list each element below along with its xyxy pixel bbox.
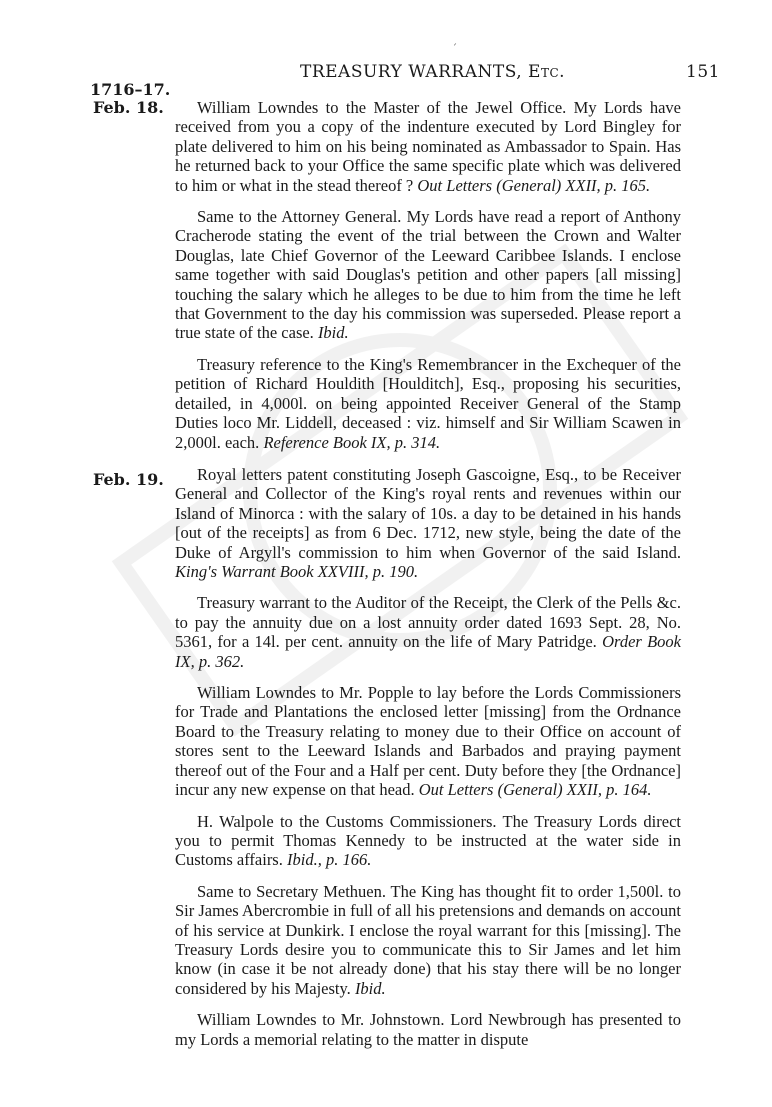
entry-text: William Lowndes to Mr. Johnstown. Lord Newbrough has presented to my Lords a memorial relating to the matter in dispute bbox=[175, 1010, 681, 1049]
entries-block bbox=[175, 98, 681, 464]
entry-paragraph bbox=[175, 593, 681, 671]
entry-paragraph bbox=[175, 465, 681, 581]
entries-block-feb-19 bbox=[175, 465, 681, 1061]
entry-paragraph bbox=[175, 207, 681, 343]
entry-reference: Out Letters (General) XXII, p. 164. bbox=[418, 780, 652, 800]
entry-text: Treasury warrant to the Auditor of the Receipt, the Clerk of the Pells &c. to pay the annuity due on a lost annuity order dated 1693 Sept. 28, No. 5361, for a 14l. per cent. annuity on the life of Mary Patridge. bbox=[175, 593, 681, 652]
entry-text: Royal letters patent constituting Joseph Gascoigne, Esq., to be Receiver General and Collector of the King's royal rents and revenues within our Island of Minorca : with the salary of 10s. a day to be detained in his hands [out of the receipts] as from 6 Dec. 1712, new style, being the date of the Duke of Argyll's commission to him when Governor of the said Island. bbox=[175, 465, 681, 562]
entry-text: William Lowndes to the Master of the Jewel Office. My Lords have received from you a copy of the indenture executed by Lord Bingley for plate delivered to him on his being nominated as Ambassador to Spain. Has he returned back to your Office the same specific plate which was delivered to him or what in the stead thereof ? bbox=[175, 98, 681, 195]
entry-text: H. Walpole to the Customs Commissioners. The Treasury Lords direct you to permit Thomas Kennedy to be instructed at the water side in Customs affairs. bbox=[175, 811, 681, 870]
entry-paragraph bbox=[175, 812, 681, 870]
entry-paragraph bbox=[175, 98, 681, 195]
entry-reference: Ibid., p. 166. bbox=[286, 850, 372, 870]
margin-date-feb-19: Feb. 19. bbox=[93, 470, 164, 489]
entry-text: Same to the Attorney General. My Lords have read a report of Anthony Cracherode stating the event of the trial between the Crown and Walter Douglas, late Chief Governor of the Leeward Caribbee Islands. I enclose same together with said Douglas's petition and other papers [all missing] touching the salary which he alleges to be due to him from the time he left that Government to the day his commission was superseded. Please report a true state of the case. bbox=[175, 207, 681, 343]
page-number: 151 bbox=[686, 62, 720, 82]
entry-paragraph bbox=[175, 1010, 681, 1049]
ink-mark: ˊ bbox=[452, 44, 457, 55]
entry-reference: Reference Book IX, p. 314. bbox=[263, 432, 441, 452]
margin-date-feb-18: Feb. 18. bbox=[93, 98, 164, 117]
entry-reference: King's Warrant Book XXVIII, p. 190. bbox=[175, 562, 419, 582]
margin-year: 1716–17. bbox=[90, 80, 171, 99]
entry-text: Treasury reference to the King's Remembrancer in the Exchequer of the petition of Richard Houldith [Houlditch], Esq., proposing his securities, detailed, in 4,000l. on being appointed Receiver General of the Stamp Duties loco Mr. Liddell, deceased : viz. himself and Sir William Scawen in 2,000l. each. bbox=[175, 354, 681, 452]
entry-reference: Out Letters (General) XXII, p. 165. bbox=[417, 175, 651, 195]
entry-reference: Ibid. bbox=[354, 978, 386, 998]
entry-reference: Ibid. bbox=[317, 323, 349, 343]
entry-text: William Lowndes to Mr. Popple to lay before the Lords Commissioners for Trade and Plantations the enclosed letter [missing] from the Ordnance Board to the Treasury relating to money due to their Office on account of stores sent to the Leeward Islands and Barbados and praying payment thereof out of the Four and a Half per cent. Duty before they [the Ordnance] incur any new expense on that head. bbox=[175, 683, 681, 800]
entry-text: Same to Secretary Methuen. The King has thought fit to order 1,500l. to Sir James Abercrombie in full of all his pretensions and demands on account of his service at Dunkirk. I enclose the royal warrant for this [missing]. The Treasury Lords desire you to communicate this to Sir James and let him know (in case it be not already done) that his stay there will be no longer considered by his Majesty. bbox=[175, 881, 681, 998]
entry-paragraph bbox=[175, 683, 681, 799]
running-title: TREASURY WARRANTS, Etc. bbox=[300, 62, 566, 82]
entry-paragraph bbox=[175, 355, 681, 452]
entry-paragraph bbox=[175, 882, 681, 998]
entry-reference: Order Book IX, p. 362. bbox=[175, 632, 682, 671]
